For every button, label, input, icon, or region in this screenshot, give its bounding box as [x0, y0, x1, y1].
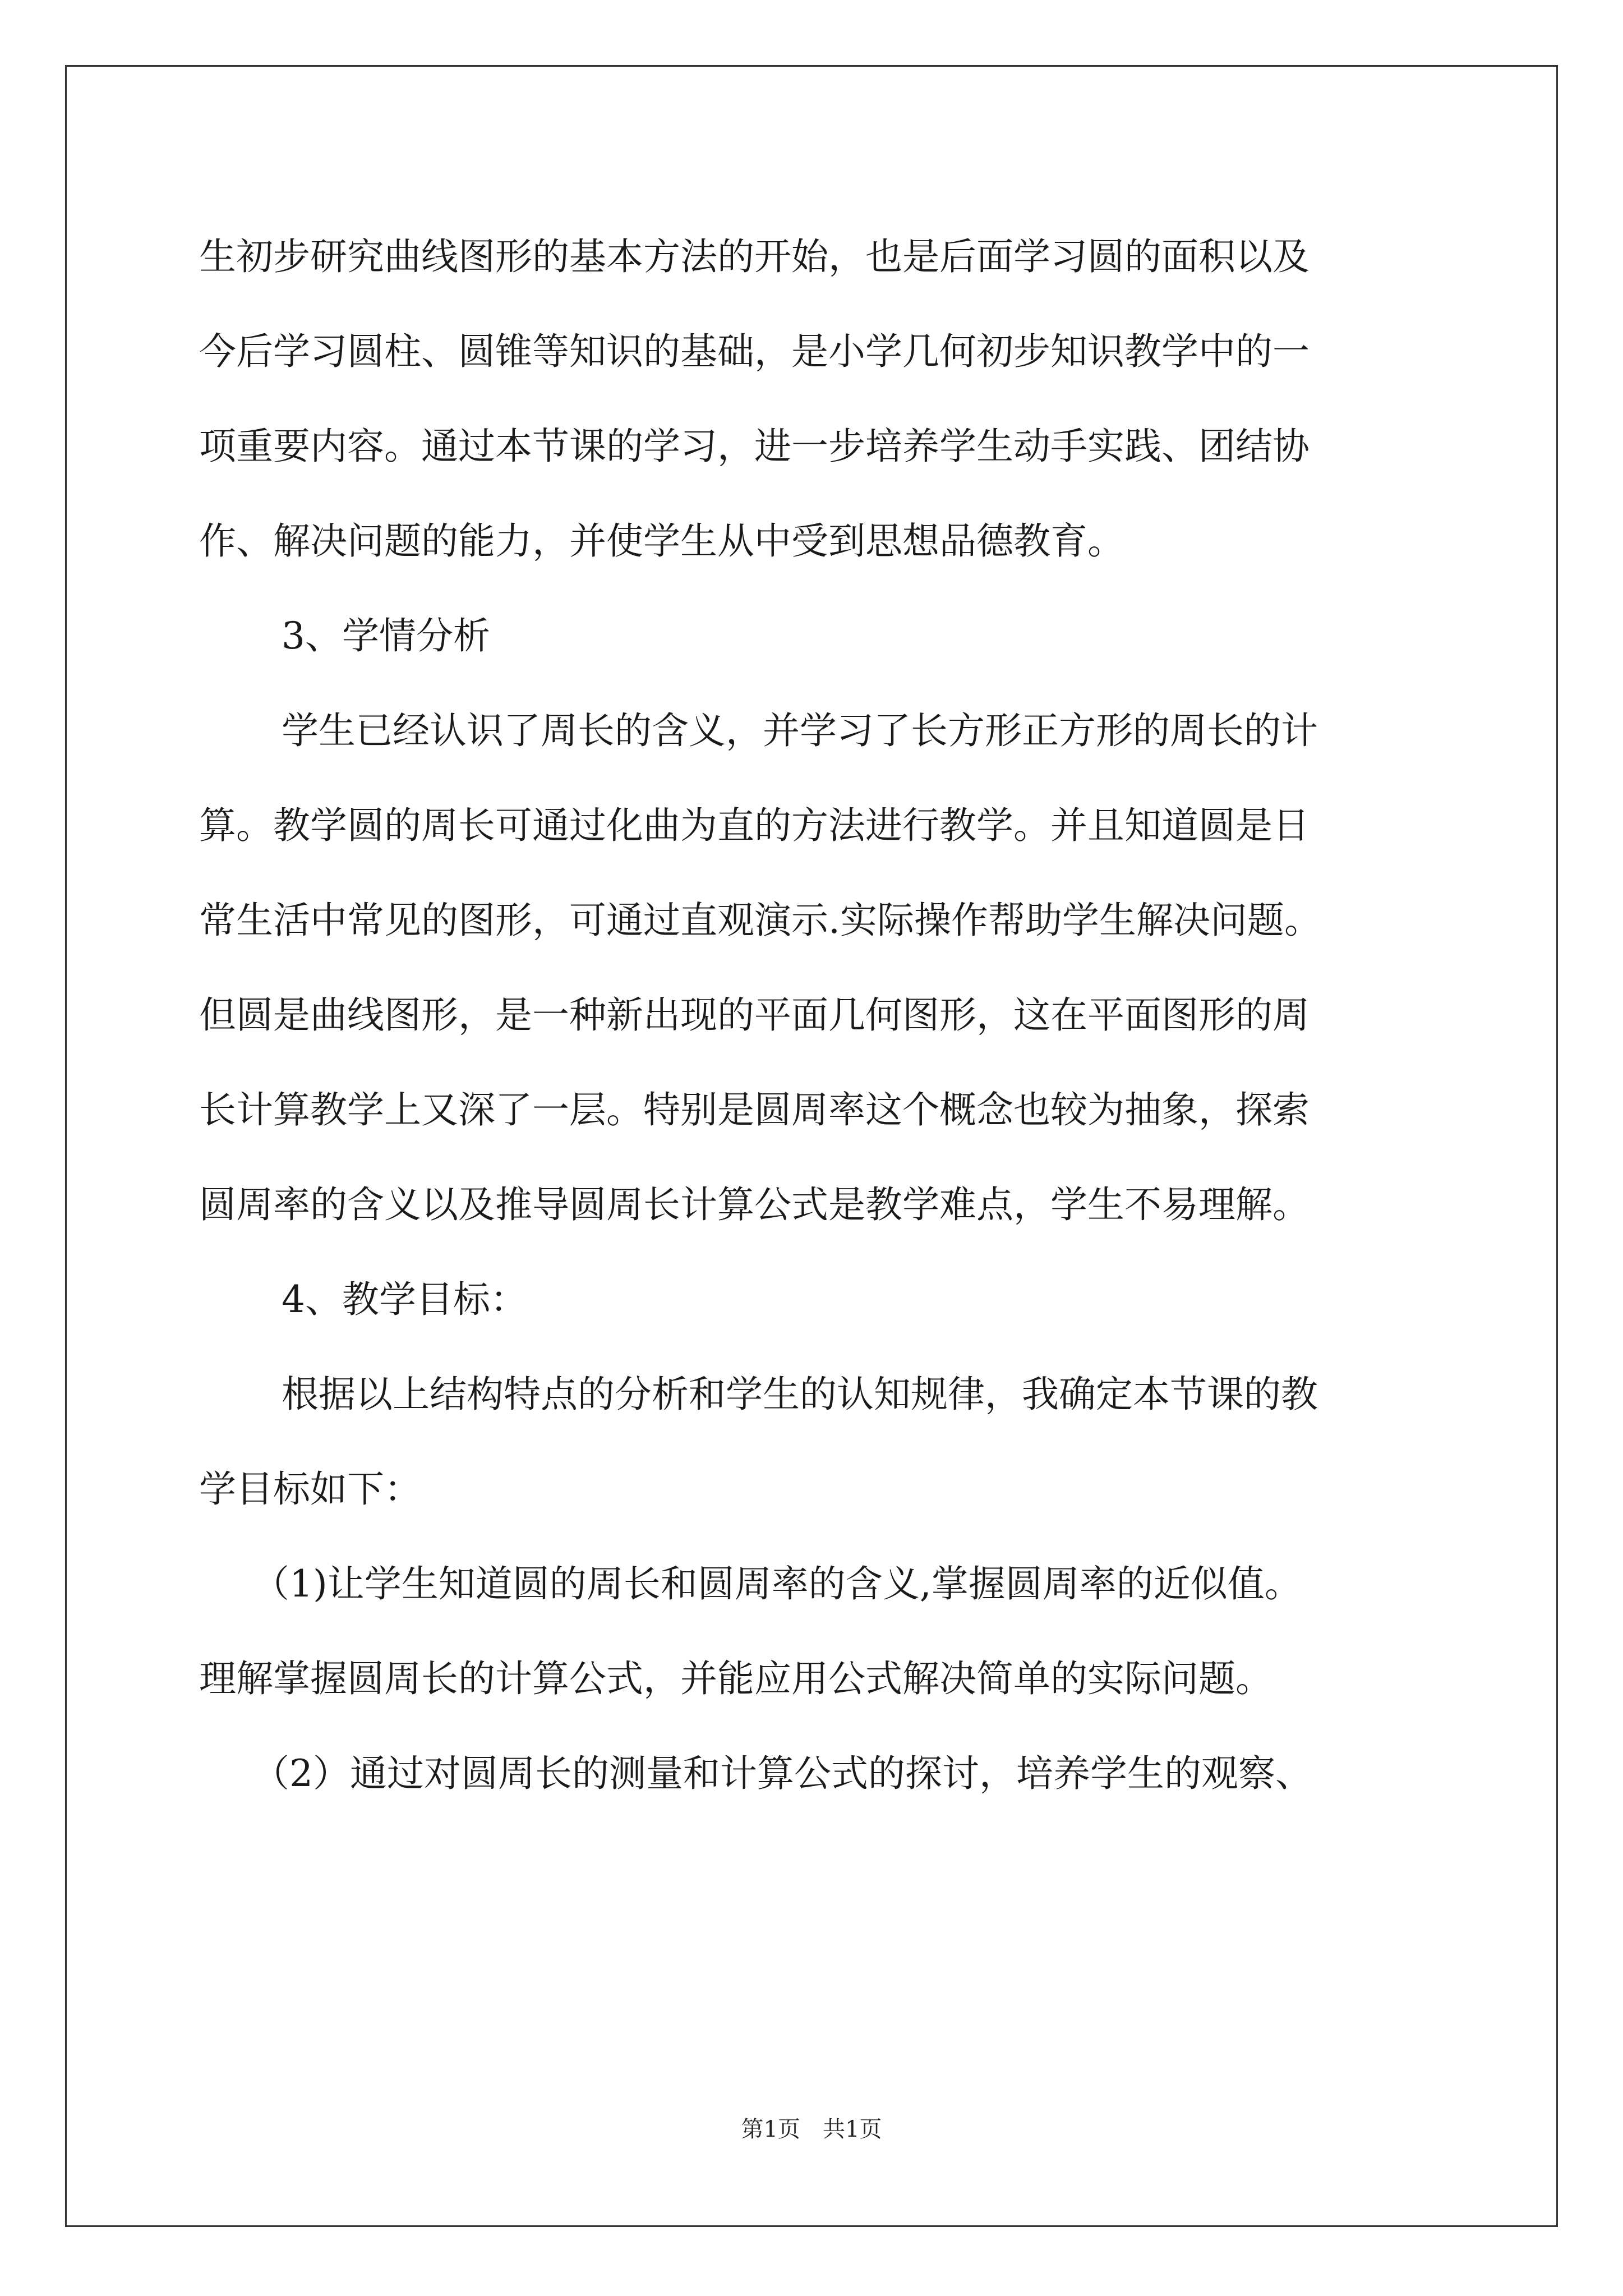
page-footer: 第1页 共1页: [741, 2116, 882, 2142]
text-line: （2）通过对圆周长的测量和计算公式的探讨，培养学生的观察、: [252, 1752, 1312, 1795]
text-line: 理解掌握圆周长的计算公式，并能应用公式解决简单的实际问题。: [199, 1657, 1272, 1700]
page-border: [65, 65, 1558, 2227]
text-line: 学目标如下：: [199, 1467, 421, 1511]
text-line: 作、解决问题的能力，并使学生从中受到思想品德教育。: [199, 519, 1124, 563]
text-line: 今后学习圆柱、圆锥等知识的基础，是小学几何初步知识教学中的一: [199, 330, 1310, 373]
text-line: 常生活中常见的图形，可通过直观演示.实际操作帮助学生解决问题。: [199, 899, 1321, 942]
text-line: （1)让学生知道圆的周长和圆周率的含义,掌握圆周率的近似值。: [252, 1562, 1302, 1605]
text-line: 生初步研究曲线图形的基本方法的开始，也是后面学习圆的面积以及: [199, 235, 1310, 278]
text-line: 长计算教学上又深了一层。特别是圆周率这个概念也较为抽象，探索: [199, 1088, 1310, 1131]
section-heading: 3、学情分析: [282, 614, 490, 657]
text-line: 项重要内容。通过本节课的学习，进一步培养学生动手实践、团结协: [199, 425, 1310, 468]
text-line: 学生已经认识了周长的含义，并学习了长方形正方形的周长的计: [282, 709, 1318, 752]
text-line: 但圆是曲线图形，是一种新出现的平面几何图形，这在平面图形的周: [199, 993, 1310, 1037]
section-heading: 4、教学目标：: [282, 1278, 527, 1321]
text-line: 圆周率的含义以及推导圆周长计算公式是教学难点，学生不易理解。: [199, 1183, 1310, 1226]
text-line: 算。教学圆的周长可通过化曲为直的方法进行教学。并且知道圆是日: [199, 804, 1310, 847]
text-line: 根据以上结构特点的分析和学生的认知规律，我确定本节课的教: [282, 1373, 1318, 1416]
